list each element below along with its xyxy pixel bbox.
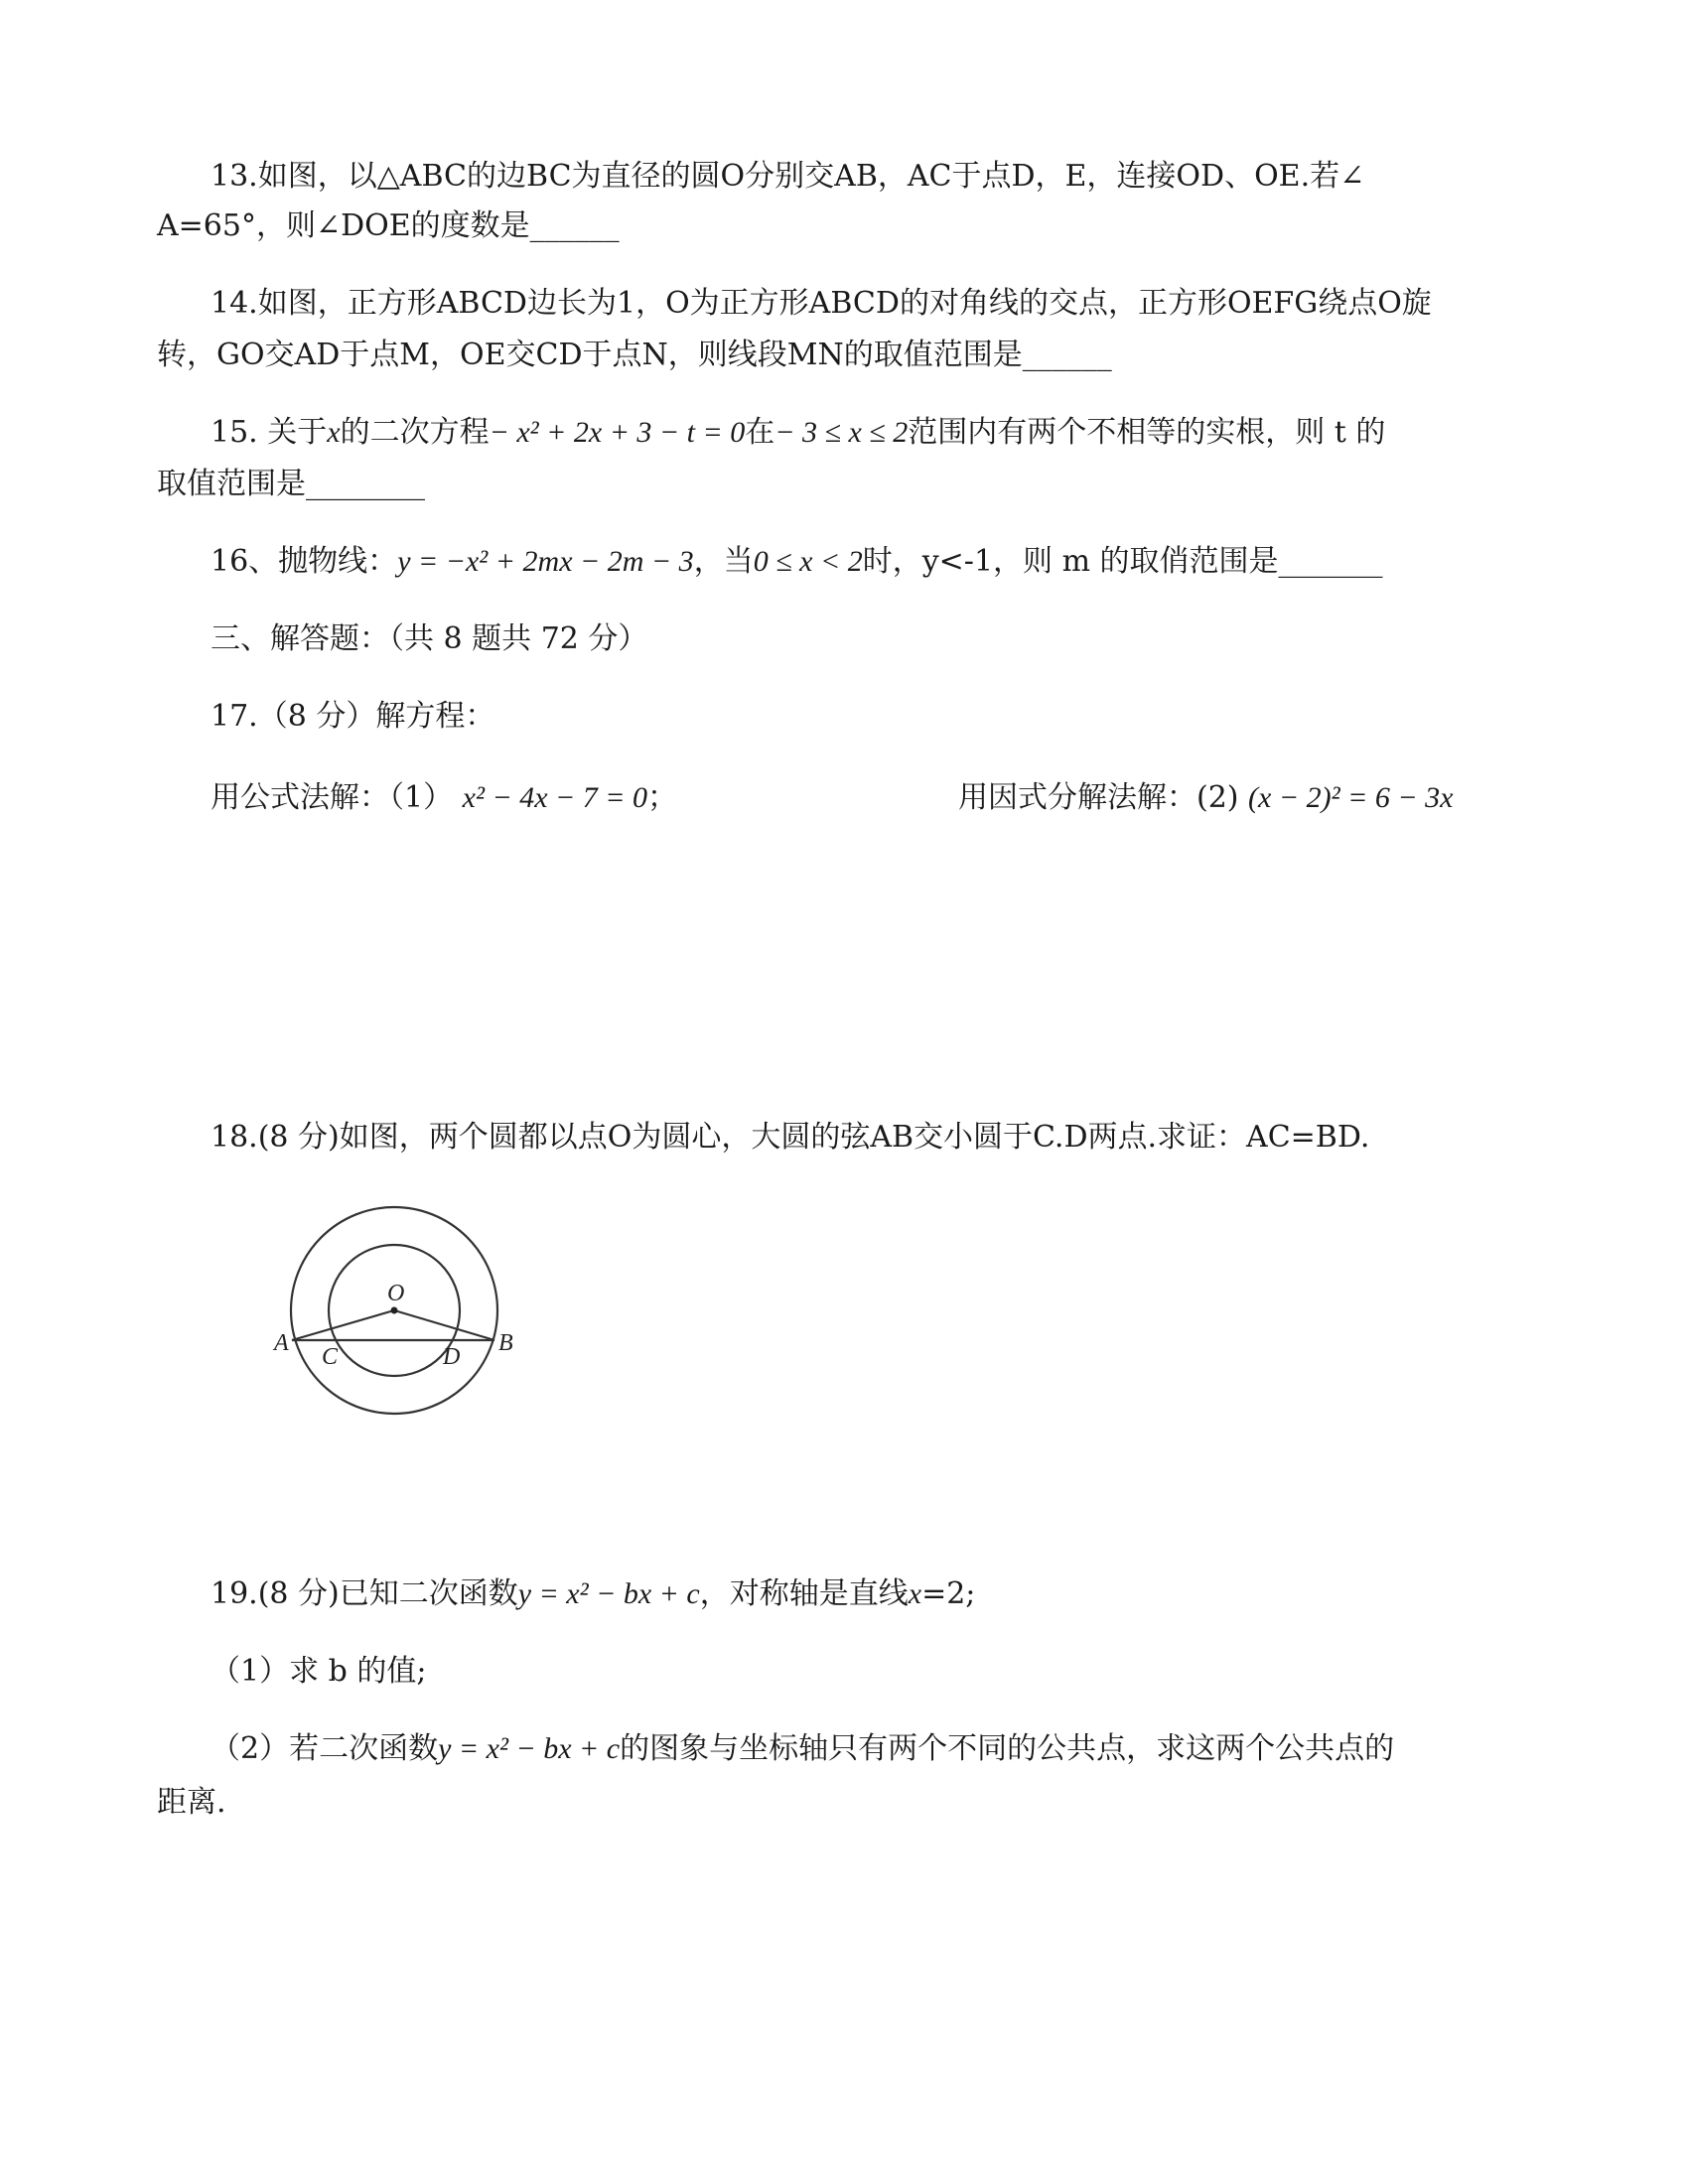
q17-part2: [958, 778, 1453, 818]
q15-mid: 的二次方程: [340, 415, 490, 450]
q18-figure-concentric-circles: [268, 1201, 536, 1420]
segment-ob: [394, 1310, 494, 1340]
q15-text-line2: 取值范围是________: [157, 467, 425, 501]
q16-equation: y = −x² + 2mx − 2m − 3: [397, 545, 694, 578]
label-a: A: [274, 1330, 289, 1356]
q16-suffix: 时，y<-1，则 m 的取俏范围是_______: [862, 544, 1383, 579]
q19-axis-value: =2;: [921, 1576, 976, 1611]
q18-text: 18.(8 分)如图，两个圆都以点O为圆心，大圆的弦AB交小圆于C.D两点.求证：AC=BD.: [211, 1120, 1370, 1155]
q19-equation: y = x² − bx + c: [517, 1577, 700, 1610]
q17-part1-end: ；: [647, 780, 677, 815]
q15-text-line1: [211, 413, 1385, 453]
q17-title: 17.（8 分）解方程：: [211, 699, 495, 734]
label-c: C: [322, 1344, 339, 1370]
q16-text: [211, 542, 1383, 582]
label-o: O: [387, 1281, 405, 1306]
q14-text-line2: 转，GO交AD于点M，OE交CD于点N，则线段MN的取值范围是______: [157, 338, 1112, 372]
label-b: B: [498, 1330, 513, 1356]
segment-oa: [292, 1310, 394, 1340]
q19-axis-text: ，对称轴是直线: [699, 1576, 909, 1611]
q17-part1-equation: x² − 4x − 7 = 0: [462, 781, 647, 814]
q17-part1: [211, 778, 677, 818]
q19-part2-line1: [211, 1729, 1394, 1769]
q19-var-x: x: [908, 1577, 922, 1610]
q19-part1: （1）求 b 的值;: [211, 1654, 427, 1689]
q16-prefix: 16、抛物线：: [211, 544, 398, 579]
q17-part2-equation: (x − 2)² = 6 − 3x: [1248, 781, 1454, 814]
q16-mid: ，当: [693, 544, 754, 579]
label-d: D: [443, 1344, 461, 1370]
q15-in: 在: [745, 415, 775, 450]
q16-range: 0 ≤ x < 2: [753, 545, 863, 578]
q17-part1-label: 用公式法解：（1）: [211, 780, 454, 815]
q15-prefix: 15. 关于: [211, 415, 328, 450]
q19-part2-suffix: 的图象与坐标轴只有两个不同的公共点，求这两个公共点的: [620, 1731, 1395, 1766]
q15-suffix: 范围内有两个不相等的实根，则 t 的: [908, 415, 1386, 450]
q15-var-x: x: [327, 416, 341, 449]
section-heading: 三、解答题：（共 8 题共 72 分）: [211, 621, 648, 656]
q19-text-line1: [211, 1574, 975, 1614]
q19-prefix: 19.(8 分)已知二次函数: [211, 1576, 518, 1611]
q19-part2-equation: y = x² − bx + c: [438, 1732, 621, 1765]
q15-range: − 3 ≤ x ≤ 2: [774, 416, 909, 449]
center-point: [391, 1307, 398, 1314]
q17-part2-label: 用因式分解法解：(2): [958, 780, 1239, 815]
q15-equation: − x² + 2x + 3 − t = 0: [489, 416, 746, 449]
q13-text-line1: 13.如图，以△ABC的边BC为直径的圆O分别交AB，AC于点D，E，连接OD、OE.若∠: [211, 159, 1365, 194]
q19-part2-line2: 距离.: [157, 1785, 226, 1820]
q19-part2-prefix: （2）若二次函数: [211, 1731, 439, 1766]
q14-text-line1: 14.如图，正方形ABCD边长为1，O为正方形ABCD的对角线的交点，正方形OEFG绕点O旋: [211, 286, 1432, 321]
q13-text-line2: A=65°，则∠DOE的度数是______: [157, 208, 620, 243]
